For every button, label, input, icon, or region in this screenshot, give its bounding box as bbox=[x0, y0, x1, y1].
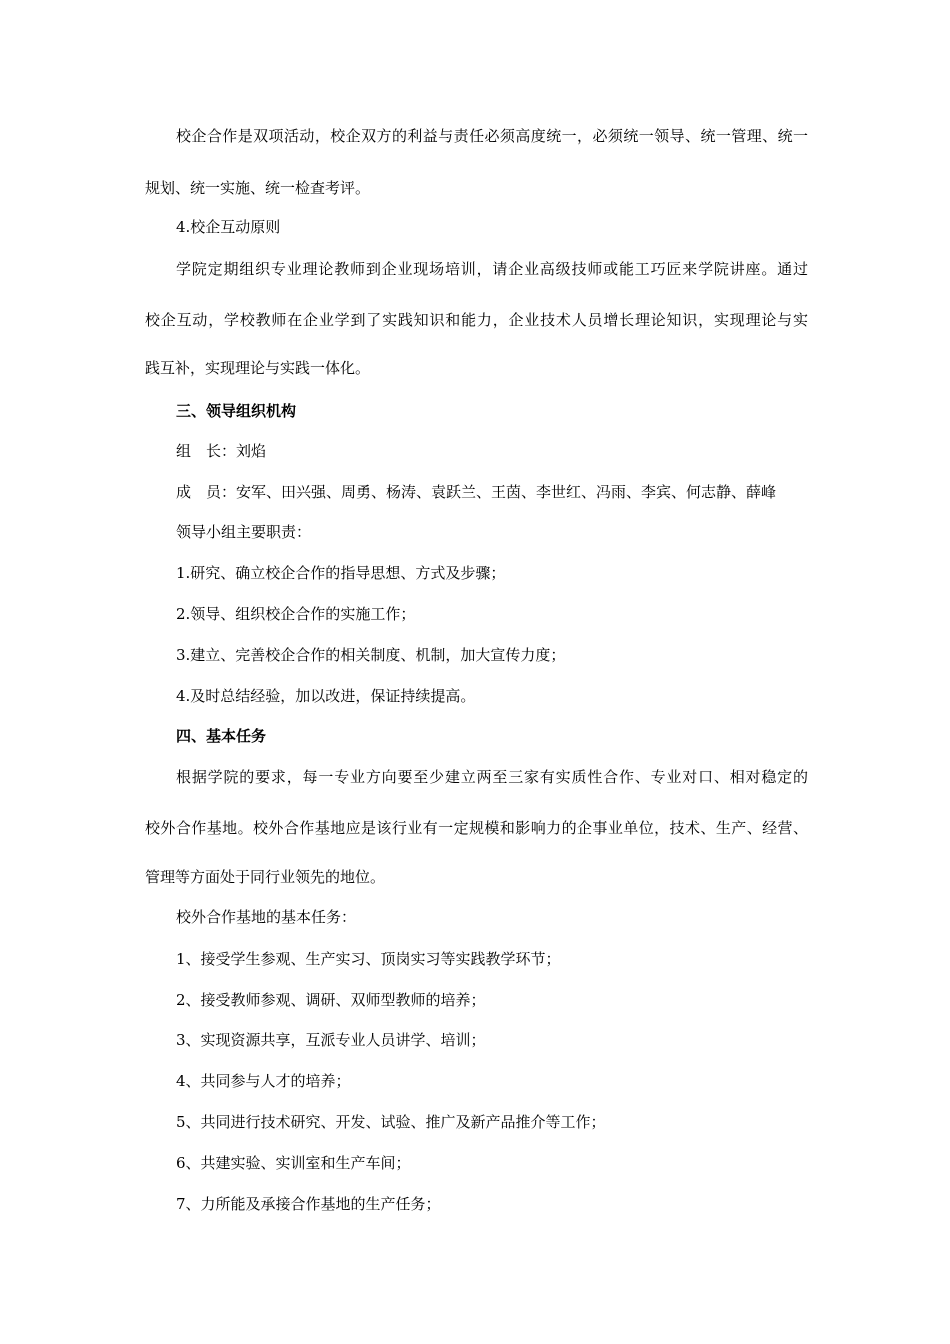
list-item: 4.及时总结经验，加以改进，保证持续提高。 bbox=[176, 687, 476, 705]
paragraph-line: 校外合作基地。校外合作基地应是该行业有一定规模和影响力的企事业单位，技术、生产、经营、 bbox=[145, 819, 808, 837]
paragraph-line: 规划、统一实施、统一检查考评。 bbox=[145, 179, 371, 197]
list-item: 5、共同进行技术研究、开发、试验、推广及新产品推介等工作； bbox=[176, 1113, 606, 1131]
list-item: 7、力所能及承接合作基地的生产任务； bbox=[176, 1195, 441, 1213]
paragraph-line: 管理等方面处于同行业领先的地位。 bbox=[145, 868, 386, 886]
paragraph-line: 校企合作是双项活动，校企双方的利益与责任必须高度统一，必须统一领导、统一管理、统一 bbox=[176, 127, 808, 145]
list-item: 3.建立、完善校企合作的相关制度、机制，加大宣传力度； bbox=[176, 646, 566, 664]
list-item: 6、共建实验、实训室和生产车间； bbox=[176, 1154, 411, 1172]
list-item: 1.研究、确立校企合作的指导思想、方式及步骤； bbox=[176, 564, 506, 582]
section-heading: 4.校企互动原则 bbox=[176, 218, 281, 236]
section-heading: 三、领导组织机构 bbox=[176, 402, 297, 420]
paragraph-line: 校外合作基地的基本任务： bbox=[176, 908, 357, 926]
section-heading: 四、基本任务 bbox=[176, 727, 267, 745]
list-item: 2.领导、组织校企合作的实施工作； bbox=[176, 605, 416, 623]
paragraph-line: 校企互动，学校教师在企业学到了实践知识和能力，企业技术人员增长理论知识，实现理论与实 bbox=[145, 311, 808, 329]
list-item: 3、实现资源共享，互派专业人员讲学、培训； bbox=[176, 1031, 486, 1049]
list-item: 2、接受教师参观、调研、双师型教师的培养； bbox=[176, 991, 486, 1009]
members-line: 成 员：安军、田兴强、周勇、杨涛、袁跃兰、王茵、李世红、冯雨、李宾、何志静、薛峰 bbox=[176, 483, 777, 501]
list-item: 4、共同参与人才的培养； bbox=[176, 1072, 351, 1090]
leader-line: 组 长：刘焰 bbox=[176, 442, 267, 460]
list-item: 1、接受学生参观、生产实习、顶岗实习等实践教学环节； bbox=[176, 950, 561, 968]
paragraph-line: 根据学院的要求，每一专业方向要至少建立两至三家有实质性合作、专业对口、相对稳定的 bbox=[176, 768, 808, 786]
paragraph-line: 学院定期组织专业理论教师到企业现场培训，请企业高级技师或能工巧匠来学院讲座。通过 bbox=[176, 260, 808, 278]
paragraph-line: 领导小组主要职责： bbox=[176, 523, 312, 541]
paragraph-line: 践互补，实现理论与实践一体化。 bbox=[145, 359, 371, 377]
